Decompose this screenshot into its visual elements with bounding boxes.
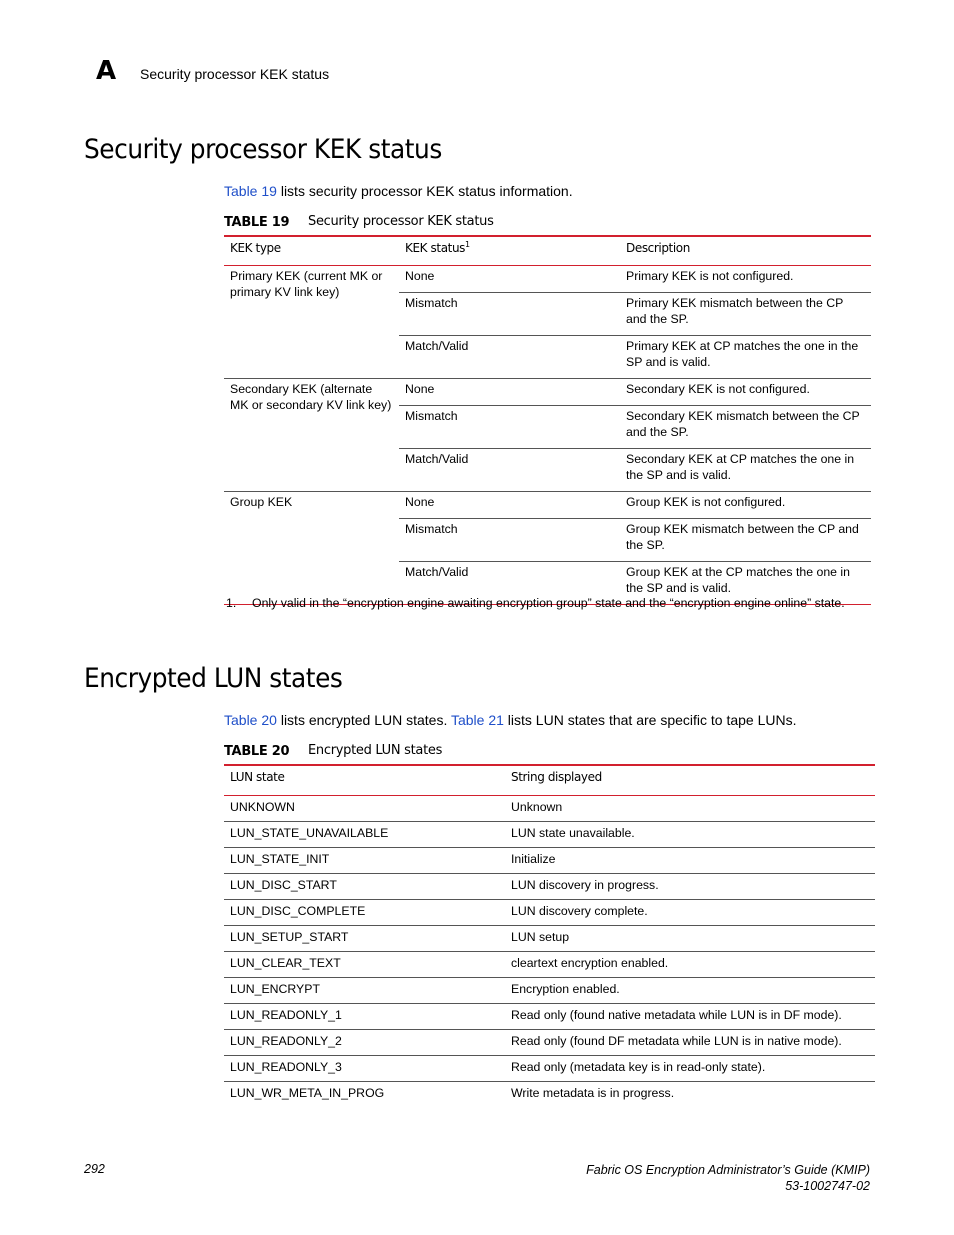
footer-doc-info	[586, 1162, 870, 1194]
section-heading-lun-states: Encrypted LUN states	[84, 663, 343, 694]
table-row	[224, 1030, 875, 1056]
description-cell: Group KEK is not configured.	[620, 492, 871, 519]
kek-status-cell: None	[399, 492, 620, 519]
table-21-link[interactable]: Table 21	[450, 712, 504, 728]
table-row	[224, 900, 875, 926]
lun-state-cell: LUN_DISC_COMPLETE	[224, 900, 505, 926]
table-20-title: Encrypted LUN states	[308, 743, 443, 758]
table-19-caption	[224, 214, 494, 230]
table-row	[224, 1056, 875, 1082]
lun-state-cell: LUN_STATE_INIT	[224, 848, 505, 874]
kek-status-cell: Mismatch	[399, 406, 620, 449]
table-row	[224, 978, 875, 1004]
doc-number: 53-1002747-02	[785, 1179, 870, 1193]
description-cell: Secondary KEK at CP matches the one in the SP and is valid.	[620, 449, 871, 492]
table-header-row	[224, 236, 871, 266]
running-header-title: Security processor KEK status	[140, 66, 330, 82]
kek-status-cell: None	[399, 266, 620, 293]
table-row	[224, 266, 871, 293]
kek-intro-paragraph	[224, 183, 573, 199]
col-header-lun-state: LUN state	[224, 765, 505, 796]
lun-state-cell: LUN_ENCRYPT	[224, 978, 505, 1004]
string-displayed-cell: Unknown	[505, 796, 875, 822]
footnote-number: 1.	[226, 596, 237, 610]
table-row	[224, 1082, 875, 1108]
lun-state-cell: LUN_WR_META_IN_PROG	[230, 1086, 385, 1100]
string-displayed-cell: Encryption enabled.	[505, 978, 875, 1004]
kek-status-cell: Match/Valid	[405, 565, 469, 579]
lun-state-cell: LUN_READONLY_2	[224, 1030, 505, 1056]
string-displayed-cell: LUN discovery in progress.	[505, 874, 875, 900]
book-title: Fabric OS Encryption Administrator’s Guide (KMIP)	[586, 1163, 870, 1177]
appendix-letter: A	[96, 56, 117, 86]
table-header-row	[224, 765, 875, 796]
table-row	[224, 1004, 875, 1030]
kek-type-cell: Primary KEK (current MK or primary KV link key)	[224, 266, 399, 379]
string-displayed-cell: Read only (found native metadata while LUN is in DF mode).	[505, 1004, 875, 1030]
lun-intro-paragraph	[224, 712, 797, 728]
col-header-kek-status: KEK status$^1$	[399, 236, 620, 266]
string-displayed-cell: Write metadata is in progress.	[511, 1086, 675, 1100]
table-row	[224, 492, 871, 519]
kek-status-cell: Mismatch	[399, 293, 620, 336]
table-row	[224, 848, 875, 874]
lun-states-table	[224, 764, 875, 1107]
string-displayed-cell: Initialize	[505, 848, 875, 874]
table-20-caption	[224, 743, 443, 759]
lun-state-cell: LUN_STATE_UNAVAILABLE	[224, 822, 505, 848]
description-cell: Primary KEK is not configured.	[620, 266, 871, 293]
description-cell: Group KEK at the CP matches the one in the SP and is valid.	[626, 565, 850, 595]
table-row	[224, 952, 875, 978]
footnote-mark: 1	[465, 240, 470, 249]
table-row	[224, 379, 871, 406]
description-cell: Secondary KEK is not configured.	[620, 379, 871, 406]
table-row	[224, 874, 875, 900]
lun-state-cell: LUN_CLEAR_TEXT	[224, 952, 505, 978]
description-cell: Secondary KEK mismatch between the CP and the SP.	[620, 406, 871, 449]
string-displayed-cell: LUN state unavailable.	[505, 822, 875, 848]
lun-intro-text-1: lists encrypted LUN states.	[276, 712, 451, 728]
table-footnote	[226, 596, 845, 610]
table-20-link[interactable]: Table 20	[224, 712, 277, 728]
lun-intro-text-2: lists LUN states that are specific to tape LUNs.	[503, 712, 797, 728]
lun-state-cell: LUN_READONLY_3	[224, 1056, 505, 1082]
col-header-string-displayed: String displayed	[505, 765, 875, 796]
kek-status-cell: Match/Valid	[399, 336, 620, 379]
kek-status-cell: Match/Valid	[399, 449, 620, 492]
lun-state-cell: UNKNOWN	[224, 796, 505, 822]
kek-type-cell: Secondary KEK (alternate MK or secondary KV link key)	[224, 379, 399, 492]
table-row	[224, 822, 875, 848]
section-heading-kek-status: Security processor KEK status	[84, 134, 442, 165]
kek-status-cell: None	[399, 379, 620, 406]
table-19-number: TABLE 19	[224, 215, 290, 230]
lun-state-cell: LUN_SETUP_START	[224, 926, 505, 952]
description-cell: Group KEK mismatch between the CP and the SP.	[620, 519, 871, 562]
table-row	[224, 926, 875, 952]
col-header-description: Description	[620, 236, 871, 266]
kek-intro-text: lists security processor KEK status information.	[276, 183, 573, 199]
table-row	[224, 796, 875, 822]
kek-type-cell: Group KEK	[230, 495, 293, 509]
page-number: 292	[84, 1162, 105, 1176]
table-19-link[interactable]: Table 19	[224, 183, 277, 199]
lun-state-cell: LUN_DISC_START	[224, 874, 505, 900]
kek-status-table	[224, 235, 871, 605]
string-displayed-cell: LUN discovery complete.	[505, 900, 875, 926]
col-header-kek-type: KEK type	[224, 236, 399, 266]
string-displayed-cell: cleartext encryption enabled.	[505, 952, 875, 978]
string-displayed-cell: LUN setup	[505, 926, 875, 952]
table-20-number: TABLE 20	[224, 744, 290, 759]
kek-status-cell: Mismatch	[399, 519, 620, 562]
footnote-text: Only valid in the “encryption engine awaiting encryption group” state and the “encryption engine online” state.	[252, 596, 845, 610]
lun-state-cell: LUN_READONLY_1	[224, 1004, 505, 1030]
description-cell: Primary KEK at CP matches the one in the SP and is valid.	[620, 336, 871, 379]
table-19-title: Security processor KEK status	[308, 214, 494, 229]
description-cell: Primary KEK mismatch between the CP and the SP.	[620, 293, 871, 336]
string-displayed-cell: Read only (metadata key is in read-only state).	[505, 1056, 875, 1082]
string-displayed-cell: Read only (found DF metadata while LUN is in native mode).	[505, 1030, 875, 1056]
